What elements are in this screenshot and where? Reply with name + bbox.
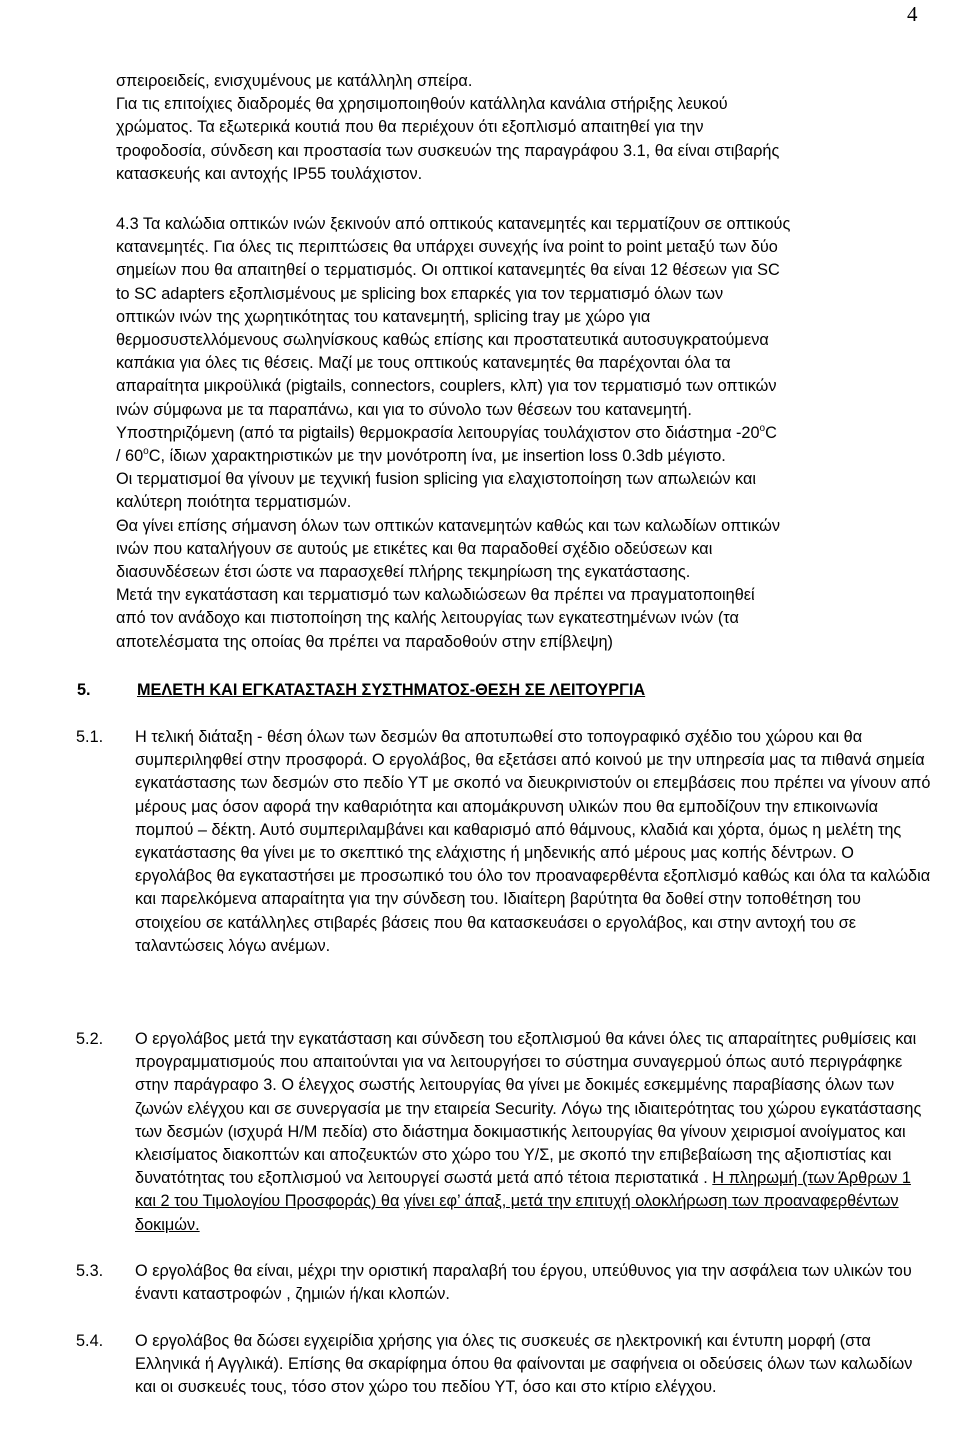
- text-line: σπειροειδείς, ενισχυμένους με κατάλληλη σπείρα.: [116, 72, 473, 90]
- text-line: Η τελική διάταξη - θέση όλων των δεσμών θα αποτυπωθεί στο τοπογραφικό σχέδιο του: [135, 728, 762, 746]
- payment-terms-text: Η πληρωμή (των Άρθρων 1 και 2 του Τιμολογίου Προσφοράς) θα: [135, 1169, 911, 1211]
- section-number: 5.4.: [76, 1332, 104, 1350]
- text-line: έντυπη μορφή (στα Ελληνικά ή Αγγλικά). Επίσης θα σκαρίφημα όπου θα: [135, 1332, 871, 1374]
- payment-lead-text: από τέτοια περιστατικά .: [533, 1169, 713, 1188]
- text-line: χώρο του πεδίου ΥΤ, όσο και στο κτίριο ελέγχου.: [368, 1378, 717, 1397]
- text-line: δέκτη. Αυτό συμπεριλαμβάνει και καθαρισμό από θάμνους, κλαδιά και χόρτα, όμως η: [211, 820, 822, 839]
- section-body: [135, 726, 931, 958]
- text-line: ταλαντώσεις λόγω ανέμων.: [135, 936, 331, 955]
- text-line: οπτικών ινών της χωρητικότητας του κατανεμητή, splicing tray με χώρο για: [116, 307, 651, 326]
- temperature-line: [116, 445, 946, 468]
- text-line: κατανεμητές. Για όλες τις περιπτώσεις θα υπάρχει συνεχής ίνα point to point μεταξύ των δύο: [116, 238, 778, 257]
- text-line: θερμοσυστελλόμενους σωληνίσκους καθώς επίσης και προστατευτικά αυτοσυγκρατούμενα: [116, 331, 769, 350]
- degree-sup: o: [759, 422, 766, 434]
- text-line: μελέτη της εγκατάστασης θα γίνει με το σκεπτικό της ελάχιστης ή μηδενικής από μέρους: [135, 820, 902, 863]
- text-line: σύστημα συναγερμού όπως αυτό περιγράφηκε στην παράγραφο 3. Ο έλεγχος σωστής: [135, 1053, 903, 1095]
- text-line: διασυνδέσεων έτσι ώστε να παρασχεθεί πλήρης τεκμηρίωση της εγκατάστασης.: [116, 563, 691, 582]
- text-line: to SC adapters εξοπλισμένους με splicing box επαρκές για τον τερματισμό όλων των: [116, 284, 724, 303]
- temperature-unit: C: [765, 423, 777, 442]
- section-body: [135, 1260, 931, 1306]
- text-line: ινών σύμφωνα με τα παραπάνω, και για το σύνολο των θέσεων του κατανεμητή.: [116, 400, 692, 419]
- text-line: δεσμών (ισχυρά Η/Μ πεδία) στο διάστημα δοκιμαστικής λειτουργίας θα γίνουν χειρισμοί: [166, 1122, 796, 1141]
- text-line: λειτουργίας θα γίνει με δοκιμές εσκεμμένης παραβίασης όλων των ζωνών ελέγχου και σε: [135, 1076, 895, 1118]
- text-line: Για τις επιτοίχιες διαδρομές θα χρησιμοποιηθούν κατάλληλα κανάλια στήριξης λευκού: [116, 95, 728, 114]
- text-line: καπάκια για όλες τις θέσεις. Μαζί με τους οπτικούς κατανεμητές θα παρέχονται όλα τα: [116, 354, 731, 373]
- degree-sup: o: [143, 446, 149, 458]
- text-line: απαραίτητα μικροϋλικά (pigtails, connectors, couplers, κλπ) για τον τερματισμό των οπτικών: [116, 377, 777, 396]
- intro-paragraph: [116, 70, 946, 186]
- text-line: από τον ανάδοχο και πιστοποίηση της καλής λειτουργίας των εγκατεστημένων ινών (τα: [116, 609, 739, 628]
- page-number: 4: [907, 2, 918, 26]
- text-line: συνεργασία με την εταιρεία Security. Λόγω της ιδιαιτερότητας του χώρου εγκατάστασης των: [135, 1099, 922, 1141]
- text-line: την σύνδεση του. Ιδιαίτερη βαρύτητα θα δοθεί στην τοποθέτηση του στοιχείου σε κατάλληλες: [135, 890, 861, 932]
- section-number: 5.3.: [76, 1262, 104, 1280]
- temperature-text: Υποστηριζόμενη (από τα pigtails) θερμοκρασία λειτουργίας τουλάχιστον στο διάστημα -20: [116, 423, 760, 442]
- text-line: σημείων που θα απαιτηθεί ο τερματισμός. Οι οπτικοί κατανεμητές θα είναι 12 θέσεων για SC: [116, 261, 780, 280]
- text-line: χρώματος. Τα εξωτερικά κουτιά που θα περιέχουν ότι εξοπλισμό απαιτηθεί για την: [116, 118, 704, 137]
- text-line: προαναφερθέντα εξοπλισμό καθώς και όλα τα καλώδια και παρελκόμενα απαραίτητα για: [135, 867, 931, 909]
- text-line: Θα γίνει επίσης σήμανση όλων των οπτικών κατανεμητών καθώς και των καλωδίων οπτικών: [116, 516, 781, 535]
- text-line: φαίνονται με σαφήνεια οι οδεύσεις όλων των καλωδίων και οι συσκευές τους, τόσο στον: [135, 1355, 913, 1397]
- text-line: τροφοδοσία, σύνδεση και προστασία των συσκευών της παραγράφου 3.1, θα είναι στιβαρής: [116, 141, 780, 160]
- text-line: Μετά την εγκατάσταση και τερματισμό των καλωδιώσεων θα πρέπει να πραγματοποιηθεί: [116, 586, 755, 605]
- text-line: καθαριότητα και απομάκρυνση υλικών που θα εμποδίζουν την επικοινωνία πομπού –: [135, 797, 879, 839]
- section-number: 5.1.: [76, 728, 104, 746]
- text-line: Ο εργολάβος θα είναι, μέχρι την οριστική παραλαβή του έργου, υπεύθυνος για την: [135, 1262, 726, 1280]
- text-line: ασφάλεια των υλικών του έναντι καταστροφών , ζημιών ή/και κλοπών.: [135, 1262, 912, 1304]
- text-line: την υπηρεσία μας τα πιθανά σημεία εγκατάστασης των δεσμών στο πεδίο ΥΤ με σκοπό να: [135, 751, 925, 793]
- temperature-text: / 60: [116, 447, 144, 466]
- text-line: απαραίτητες ρυθμίσεις και προγραμματισμούς που απαιτούνται για να λειτουργήσει το: [135, 1030, 917, 1072]
- text-line: Ο εργολάβος μετά την εγκατάσταση και σύνδεση του εξοπλισμού θα κάνει όλες τις: [135, 1030, 724, 1048]
- section-title: ΜΕΛΕΤΗ ΚΑΙ ΕΓΚΑΤΑΣΤΑΣΗ ΣΥΣΤΗΜΑΤΟΣ-ΘΕΣΗ ΣΕ ΛΕΙΤΟΥΡΓΙΑ: [137, 681, 646, 699]
- section-5-heading: [77, 679, 645, 702]
- text-line: 4.3 Τα καλώδια οπτικών ινών ξεκινούν από οπτικούς κατανεμητές και τερματίζουν σε οπτικούς: [116, 215, 791, 233]
- text-line: Ο εργολάβος θα δώσει εγχειρίδια χρήσης για όλες τις συσκευές σε ηλεκτρονική και: [135, 1332, 728, 1350]
- section-body: [135, 1028, 931, 1237]
- text-line: μας κοπής δέντρων. Ο εργολάβος θα εγκαταστήσει με προσωπικό του όλο τον: [135, 844, 854, 886]
- text-line: καλύτερη ποιότητα τερματισμών.: [116, 493, 352, 512]
- section-4-3: [116, 213, 946, 654]
- text-line: χώρου και θα συμπεριληφθεί στην προσφορά. Ο εργολάβος, θα εξετάσει από κοινού με: [135, 728, 863, 770]
- temperature-line: [116, 422, 946, 445]
- section-number: 5.2.: [76, 1030, 104, 1048]
- text-line: επιβεβαίωση της αξιοπιστίας και δυνατότητας του εξοπλισμού να λειτουργεί σωστά μετά: [135, 1146, 892, 1188]
- text-line: αποτελέσματα της οποίας θα πρέπει να παραδοθούν στην επίβλεψη): [116, 632, 613, 651]
- payment-terms-text: γίνει εφ’ άπαξ, μετά την επιτυχή ολοκλήρωση των προαναφερθέντων δοκιμών.: [135, 1192, 899, 1234]
- text-line: Οι τερματισμοί θα γίνουν με τεχνική fusion splicing για ελαχιστοποίηση των απωλειών και: [116, 470, 757, 489]
- text-line: διευκρινιστούν οι επεμβάσεις που πρέπει να γίνουν από μέρους μας όσον αφορά την: [135, 774, 931, 816]
- text-line: ανοίγματος και κλεισίματος διακοπτών και αποζευκτών στο χώρο του Υ/Σ, με σκοπό την: [135, 1122, 906, 1165]
- text-line: στιβαρές βάσεις που θα κατασκευάσει ο εργολάβος, και στην αντοχή του σε: [313, 913, 857, 932]
- section-number: 5.: [77, 681, 91, 699]
- section-body: [135, 1330, 931, 1400]
- text-line: ινών που καταλήγουν σε αυτούς με ετικέτες και θα παραδοθεί σχέδιο οδεύσεων και: [116, 539, 713, 558]
- text-line: κατασκευής και αντοχής IP55 τουλάχιστον.: [116, 164, 423, 183]
- temperature-text: C, ίδιων χαρακτηριστικών με την μονότροπη ίνα, με insertion loss 0.3db μέγιστο.: [148, 447, 726, 466]
